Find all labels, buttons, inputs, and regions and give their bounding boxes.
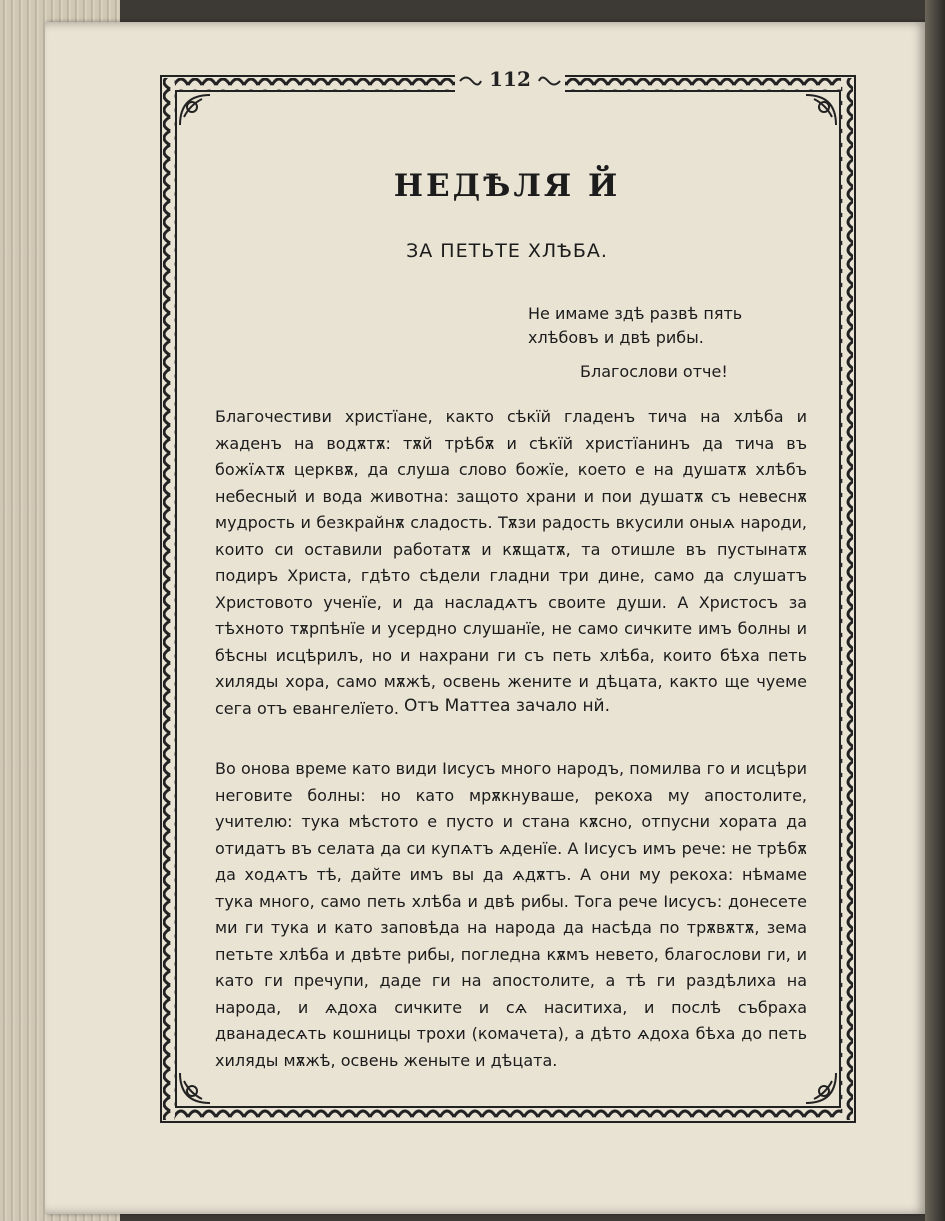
- corner-flourish-top-right: [806, 95, 836, 125]
- ornament-left-icon: [458, 74, 482, 88]
- page-number: [455, 64, 565, 94]
- gospel-paragraph: Во онова време като види Iисусъ много народъ, помилва го и исцѣри неговите болны: но като мрѫкнуваше, рекоха му апостолите, учителю: тука мѣстото е пусто и стана кѫсно, отпусни хората да отидатъ въ селата да си купѧтъ ѧденїе. А Iисусъ имъ рече: не трѣбѫ да ходѧтъ тѣ, дайте имъ вы да ѧдѫтъ. А они му рекоха: нѣмаме тука много, само петь хлѣба и двѣ рибы. Тога рече Iисусъ: донесете ми ги тука и като заповѣда на народа да насѣда по трѫвѫтѫ, зема петьте хлѣба и двѣте рибы, погледна кѫмъ невето, благослови ги, и като ги пречупи, даде ги на апостолите, а тѣ ги раздѣлиха на народа, и ѧдоха сичките и сѧ наситиха, и послѣ събраха дванадесѧть кошницы трохи (комачета), а дѣто ѧдоха бѣха до петь хиляды мѫжѣ, освень женыте и дѣцата.: [215, 759, 807, 1070]
- blessing-line: Благослови отче!: [580, 362, 728, 381]
- corner-flourish-bottom-left: [180, 1073, 210, 1103]
- epigraph: Не имаме здѣ развѣ пять хлѣбовъ и двѣ рибы.: [528, 304, 743, 347]
- corner-flourish-bottom-right: [806, 1073, 836, 1103]
- page-number-text: 112: [489, 67, 531, 91]
- ornament-right-icon: [538, 74, 562, 88]
- chapter-subtitle: ЗА ПЕТЬТЕ ХЛѢБА.: [406, 240, 608, 262]
- corner-flourish-top-left: [180, 95, 210, 125]
- chapter-title: НЕДѢЛЯ Й: [393, 168, 621, 204]
- gospel-reading-title: Отъ Маттеа зачало нй.: [403, 696, 611, 716]
- page-shadow-edge: [925, 0, 945, 1221]
- sermon-paragraph: Благочестиви христїане, както сѣкїй гладенъ тича на хлѣба и жаденъ на водѫтѫ: тѫй трѣбѫ и сѣкїй христїанинъ да тича въ божїѧтѫ церквѫ, да слуша слово божїе, което е на душатѫ хлѣбъ небесный и вода животна: защото храни и пои душатѫ съ невеснѫ мудрость и безкрайнѫ сладость. Тѫзи радость вкусили оныѧ народи, които си оставили работатѫ и кѫщатѫ, та отишле въ пустынатѫ подиръ Христа, гдѣто сѣдели гладни три дине, само да слушатъ Христовото ученїе, и да насладѧтъ своите души. А Христосъ за тѣхното тѫрпѣнїе и усердно слушанїе, не само сичките имъ болны и бѣсны исцѣрилъ, но и нахрани ги съ петь хлѣба, които бѣха петь хиляды хора, само мѫжѣ, освень жените и дѣцата, както ще чуеме сега отъ евангелїето.: [215, 407, 807, 718]
